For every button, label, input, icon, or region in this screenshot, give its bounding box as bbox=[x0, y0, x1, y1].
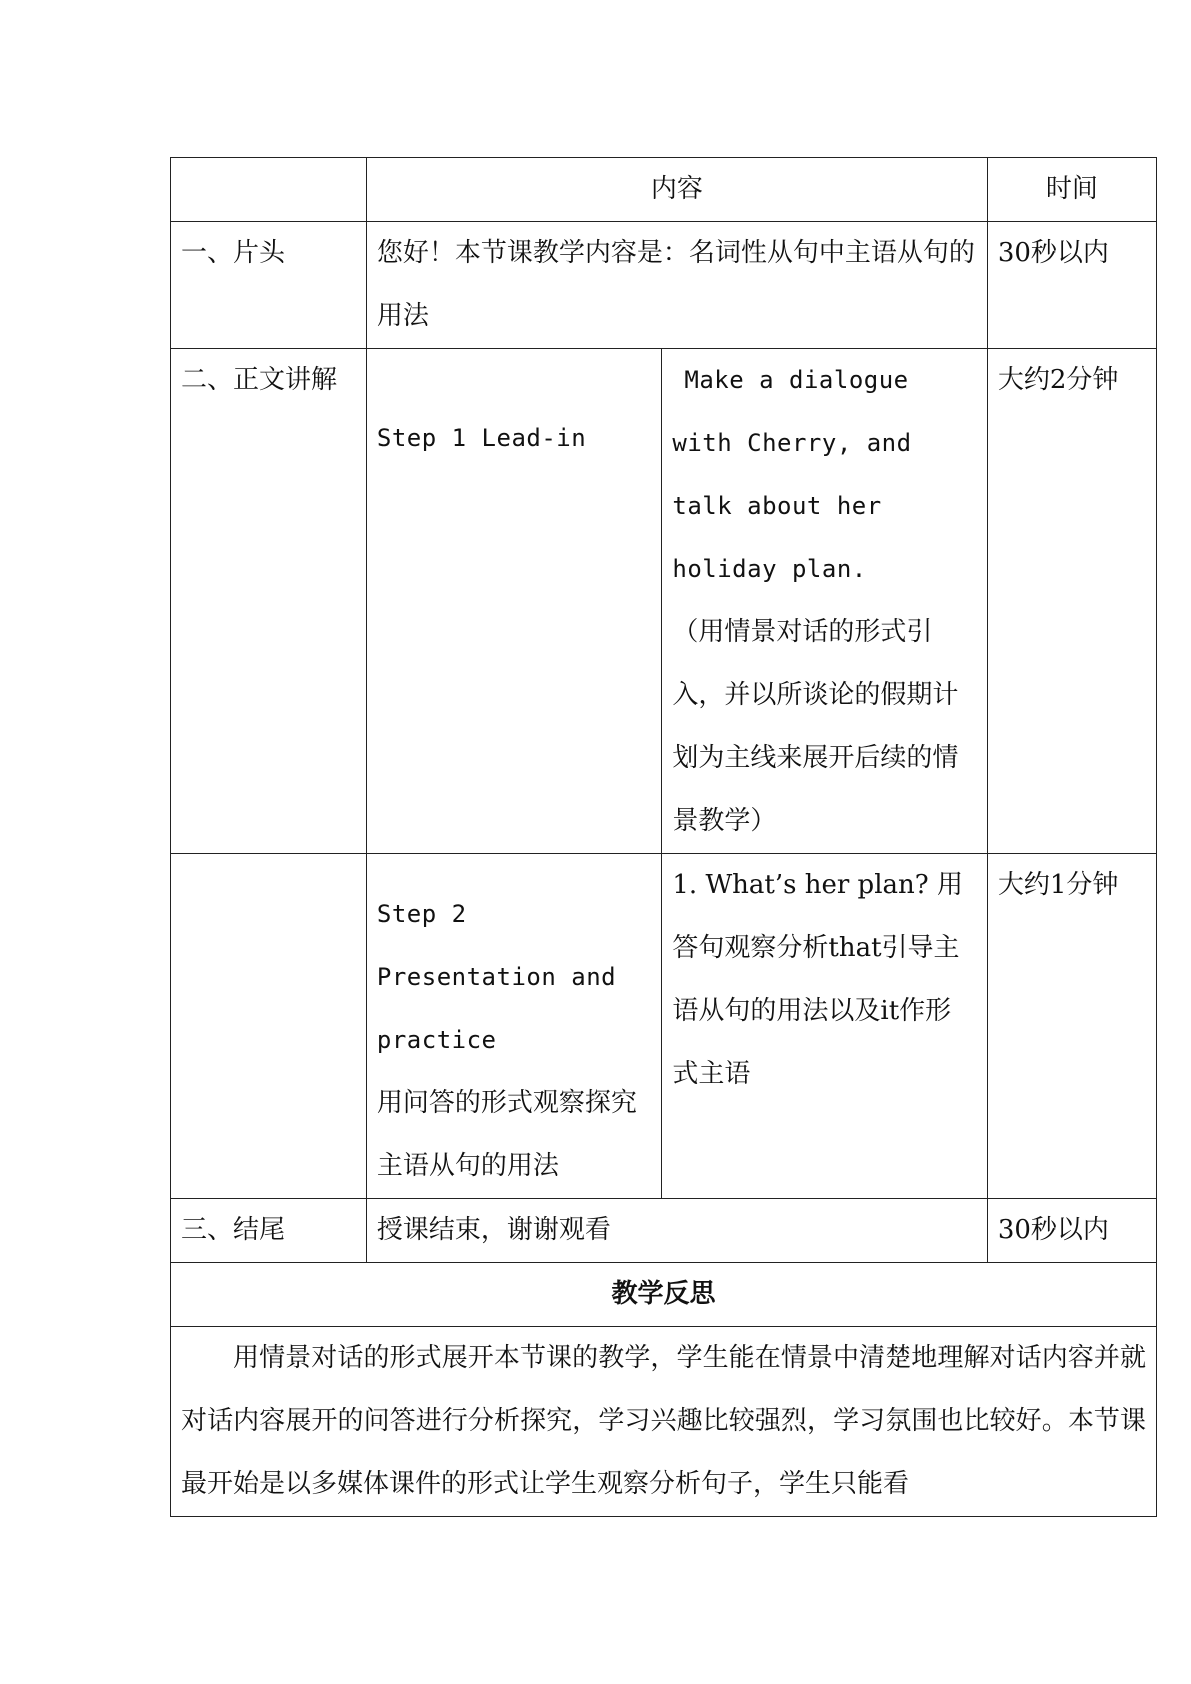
step1-cell bbox=[366, 349, 661, 854]
step1-detail-zh: （用情景对话的形式引入，并以所谈论的假期计划为主线来展开后续的情景教学） bbox=[672, 617, 959, 836]
body-row-1 bbox=[171, 349, 1157, 854]
reflection-body-row bbox=[171, 1327, 1157, 1517]
reflection-title-row bbox=[171, 1263, 1157, 1327]
step2-cell bbox=[366, 854, 661, 1199]
step1-time: 大约2分钟 bbox=[987, 349, 1156, 854]
header-content-cell: 内容 bbox=[366, 158, 987, 222]
header-row bbox=[171, 158, 1157, 222]
intro-row bbox=[171, 222, 1157, 349]
body-row-2-label bbox=[171, 854, 367, 1199]
step1-detail-en: Make a dialogue with Cherry, and talk about her holiday plan. bbox=[672, 366, 912, 583]
reflection-text: 用情景对话的形式展开本节课的教学，学生能在情景中清楚地理解对话内容并就对话内容展开的问答进行分析探究，学习兴趣比较强烈，学习氛围也比较好。本节课最开始是以多媒体课件的形式让学生观察分析句子，学生只能看 bbox=[171, 1327, 1157, 1517]
step1-detail-cell bbox=[662, 349, 987, 854]
lesson-plan-table bbox=[170, 157, 1157, 1517]
intro-content: 您好！本节课教学内容是：名词性从句中主语从句的用法 bbox=[366, 222, 987, 349]
end-row bbox=[171, 1199, 1157, 1263]
intro-time: 30秒以内 bbox=[987, 222, 1156, 349]
end-label: 三、结尾 bbox=[171, 1199, 367, 1263]
body-label: 二、正文讲解 bbox=[171, 349, 367, 854]
step2-detail-cell: 1. What’s her plan? 用答句观察分析that引导主语从句的用法以及it作形式主语 bbox=[662, 854, 987, 1199]
step2-title: Step 2 Presentation and practice bbox=[376, 900, 617, 1054]
step2-time: 大约1分钟 bbox=[987, 854, 1156, 1199]
header-blank-cell bbox=[171, 158, 367, 222]
header-time-cell: 时间 bbox=[987, 158, 1156, 222]
end-time: 30秒以内 bbox=[987, 1199, 1156, 1263]
body-row-2 bbox=[171, 854, 1157, 1199]
end-content: 授课结束，谢谢观看 bbox=[366, 1199, 987, 1263]
reflection-title: 教学反思 bbox=[171, 1263, 1157, 1327]
step2-description: 用问答的形式观察探究主语从句的用法 bbox=[376, 1088, 637, 1181]
intro-label: 一、片头 bbox=[171, 222, 367, 349]
step1-title: Step 1 Lead-in bbox=[376, 424, 587, 452]
